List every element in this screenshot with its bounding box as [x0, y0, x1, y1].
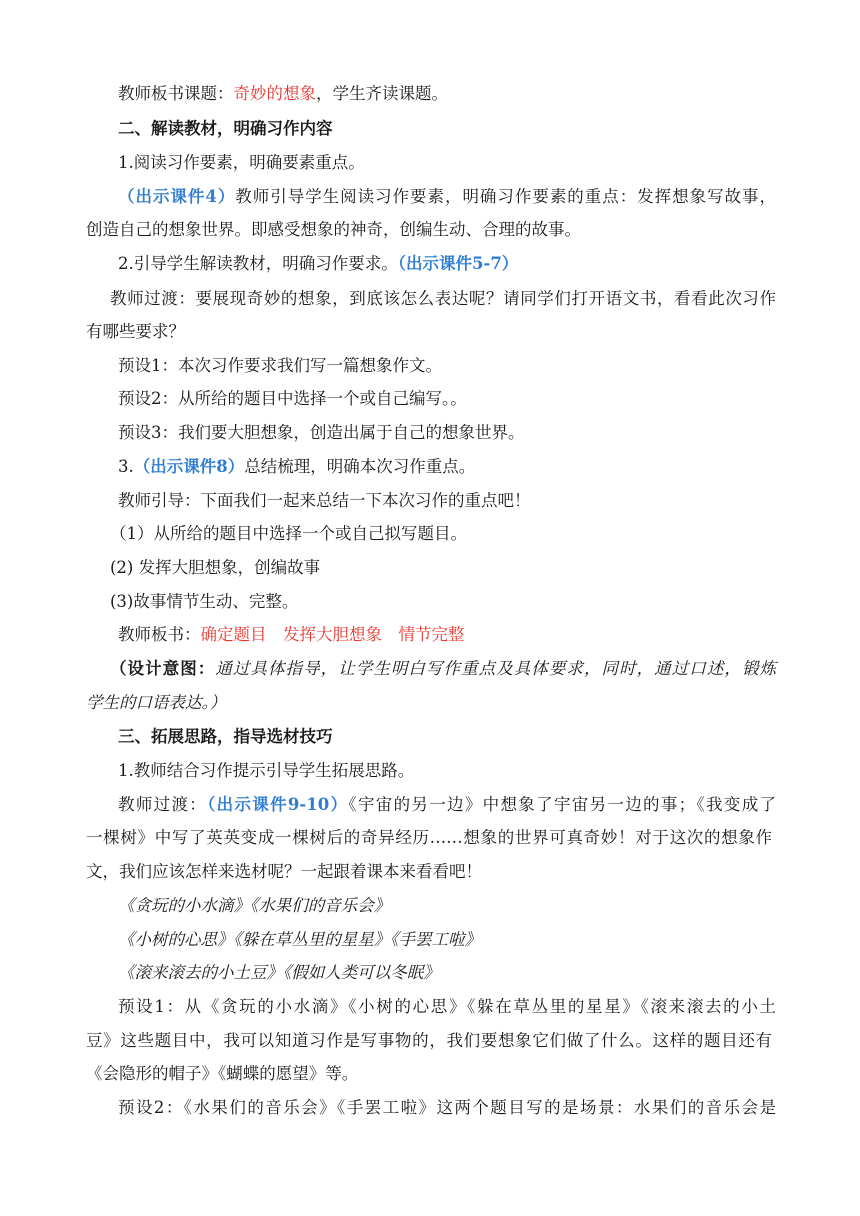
design-intent-label: （设计意图：	[110, 659, 216, 678]
topic-list: 《贪玩的小水滴》《水果们的音乐会》	[118, 896, 391, 915]
list-item: (2) 发挥大胆想象，创编故事	[110, 558, 321, 577]
topic-list: 《小树的心思》《躲在草丛里的星星》《手罢工啦》	[118, 930, 481, 949]
topic-list: 《滚来滚去的小土豆》《假如人类可以冬眠》	[118, 963, 440, 982]
paragraph-continued: 文，我们应该怎样来选材呢？一起跟着课本来看看吧！	[86, 862, 482, 881]
slide-reference: （出示课件9-10）	[207, 795, 349, 814]
board-title-line: 教师板书课题：奇妙的想象，学生齐读课题。	[118, 84, 448, 103]
preset-answer-continued: 《会隐形的帽子》《蝴蝶的愿望》等。	[86, 1064, 359, 1083]
paragraph: 2.引导学生解读教材，明确习作要求。（出示课件5-7）	[118, 254, 519, 273]
paragraph: 教师引导：下面我们一起来总结一下本次习作的重点吧！	[118, 491, 531, 510]
section-heading-3: 三、拓展思路，指导选材技巧	[118, 727, 333, 746]
preset-answer: 预设2：从所给的题目中选择一个或自己编写。。	[118, 389, 467, 408]
list-item: （1）从所给的题目中选择一个或自己拟写题目。	[110, 524, 467, 543]
design-intent: （设计意图：通过具体指导，让学生明白写作重点及具体要求，同时，通过口述，锻炼	[110, 659, 777, 678]
preset-answer: 预设2：《水果们的音乐会》《手罢工啦》这两个题目写的是场景：水果们的音乐会是	[118, 1098, 776, 1117]
preset-answer: 预设1：本次习作要求我们写一篇想象作文。	[118, 356, 442, 375]
paragraph: 1.阅读习作要素，明确要素重点。	[118, 153, 365, 172]
slide-reference: （出示课件5-7）	[397, 254, 519, 273]
preset-answer: 预设1：从《贪玩的小水滴》《小树的心思》《躲在草丛里的星星》《滚来滚去的小土	[118, 997, 776, 1016]
paragraph: 教师过渡：要展现奇妙的想象，到底该怎么表达呢？请同学们打开语文书，看看此次习作	[110, 289, 776, 308]
board-keywords: 确定题目 发挥大胆想象 情节完整	[200, 625, 465, 644]
slide-reference: （出示课件4）	[118, 187, 236, 206]
paragraph: 3.（出示课件8）总结梳理，明确本次习作重点。	[118, 457, 476, 476]
preset-answer: 预设3：我们要大胆想象，创造出属于自己的想象世界。	[118, 423, 525, 442]
paragraph-continued: 有哪些要求？	[86, 322, 185, 341]
board-summary-line: 教师板书：确定题目 发挥大胆想象 情节完整	[118, 625, 465, 644]
design-intent-continued: 学生的口语表达。）	[86, 693, 227, 712]
section-heading-2: 二、解读教材，明确习作内容	[118, 119, 333, 138]
paragraph-continued: 一棵树》中写了英英变成一棵树后的奇异经历……想象的世界可真奇妙！对于这次的想象作	[86, 828, 772, 847]
preset-answer-continued: 豆》这些题目中，我可以知道习作是写事物的，我们要想象它们做了什么。这样的题目还有	[86, 1031, 772, 1050]
paragraph: 教师过渡：（出示课件9-10）《宇宙的另一边》中想象了宇宙另一边的事；《我变成了	[118, 795, 777, 814]
paragraph: （出示课件4）教师引导学生阅读习作要素，明确习作要素的重点：发挥想象写故事，	[118, 187, 776, 206]
paragraph-continued: 创造自己的想象世界。即感受想象的神奇，创编生动、合理的故事。	[86, 220, 581, 239]
list-item: (3)故事情节生动、完整。	[110, 592, 299, 611]
lesson-title: 奇妙的想象	[233, 84, 316, 103]
slide-reference: （出示课件8）	[133, 457, 245, 476]
paragraph: 1.教师结合习作提示引导学生拓展思路。	[118, 761, 415, 780]
